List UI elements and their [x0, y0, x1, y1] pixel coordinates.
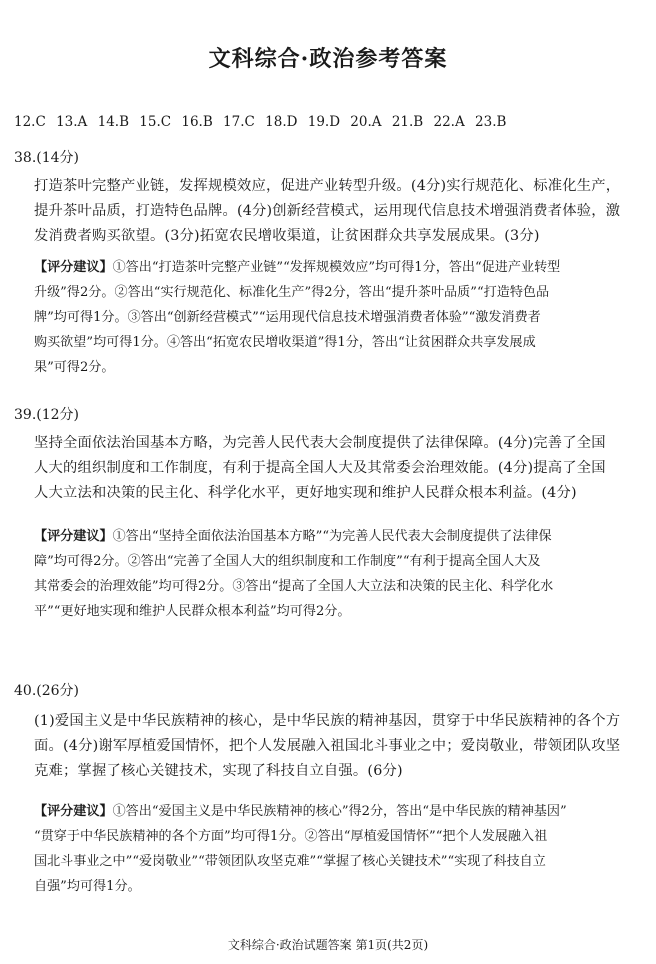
q40-answer	[34, 709, 634, 784]
q39-review-line: 障”均可得2分。②答出“完善了全国人大的组织制度和工作制度”“有利于提高全国人大及	[34, 554, 541, 569]
q39-answer	[34, 431, 634, 506]
q40-answer-line: (1)爱国主义是中华民族精神的核心，是中华民族的精神基因，贯穿于中华民族精神的各个方	[34, 713, 621, 729]
q38-answer	[34, 174, 634, 249]
scoring-tag: 【评分建议】	[34, 804, 113, 819]
q38-answer-line: 发消费者购买欲望。(3分)拓宽农民增收渠道，让贫困群众共享发展成果。(3分)	[34, 228, 540, 244]
q39-review-line: ①答出“坚持全面依法治国基本方略”“为完善人民代表大会制度提供了法律保	[112, 529, 552, 544]
q38-answer-line: 打造茶叶完整产业链，发挥规模效应，促进产业转型升级。(4分)实行规范化、标准化生产，	[34, 178, 621, 194]
multiple-choice-answers: 12.C 13.A 14.B 15.C 16.B 17.C 18.D 19.D 20.A 21.B 22.A 23.B	[14, 114, 507, 130]
q38-review-line: 牌”均可得1分。③答出“创新经营模式”“运用现代信息技术增强消费者体验”“激发消费者	[34, 310, 541, 325]
q40-review-line: ①答出“爱国主义是中华民族精神的核心”得2分，答出“是中华民族的精神基因”	[112, 804, 567, 819]
q39-answer-line: 人大立法和决策的民主化、科学化水平，更好地实现和维护人民群众根本利益。(4分)	[34, 485, 577, 501]
q39-review-line: 其常委会的治理效能”均可得2分。③答出“提高了全国人大立法和决策的民主化、科学化水	[34, 579, 554, 594]
scoring-tag: 【评分建议】	[34, 529, 113, 544]
page-footer: 文科综合·政治试题答案 第1页(共2页)	[227, 938, 429, 952]
scoring-tag: 【评分建议】	[34, 260, 113, 275]
q40-answer-line: 克难；掌握了核心关键技术，实现了科技自立自强。(6分)	[34, 763, 403, 779]
q40-review-line: 自强”均可得1分。	[34, 879, 141, 894]
q38-review-line: 购买欲望”均可得1分。④答出“拓宽农民增收渠道”得1分，答出“让贫困群众共享发展成	[34, 335, 536, 350]
q40-review-line: “贯穿于中华民族精神的各个方面”均可得1分。②答出“厚植爱国情怀”“把个人发展融入祖	[34, 829, 548, 844]
q40-review-line: 国北斗事业之中”“爱岗敬业”“带领团队攻坚克难”“掌握了核心关键技术”“实现了科技自立	[34, 854, 546, 869]
q39-heading: 39.(12分)	[14, 407, 80, 423]
q40-heading: 40.(26分)	[14, 683, 80, 699]
page-title: 文科综合·政治参考答案	[208, 46, 448, 72]
q38-heading: 38.(14分)	[14, 150, 80, 166]
q40-scoring-note	[34, 799, 636, 899]
q38-review-line: 果”可得2分。	[34, 360, 115, 375]
q39-review-line: 平”“更好地实现和维护人民群众根本利益”均可得2分。	[34, 604, 351, 619]
q39-scoring-note	[34, 524, 636, 624]
q38-scoring-note	[34, 255, 636, 380]
q39-answer-line: 坚持全面依法治国基本方略，为完善人民代表大会制度提供了法律保障。(4分)完善了全国	[34, 435, 606, 451]
q38-answer-line: 提升茶叶品质，打造特色品牌。(4分)创新经营模式，运用现代信息技术增强消费者体验，激	[34, 203, 621, 219]
q39-answer-line: 人大的组织制度和工作制度，有利于提高全国人大及其常委会治理效能。(4分)提高了全国	[34, 460, 606, 476]
q40-answer-line: 面。(4分)谢军厚植爱国情怀，把个人发展融入祖国北斗事业之中；爱岗敬业，带领团队攻坚	[34, 738, 621, 754]
q38-review-line: ①答出“打造茶叶完整产业链”“发挥规模效应”均可得1分，答出“促进产业转型	[112, 260, 561, 275]
q38-review-line: 升级”得2分。②答出“实行规范化、标准化生产”得2分，答出“提升茶叶品质”“打造特色品	[34, 285, 550, 300]
